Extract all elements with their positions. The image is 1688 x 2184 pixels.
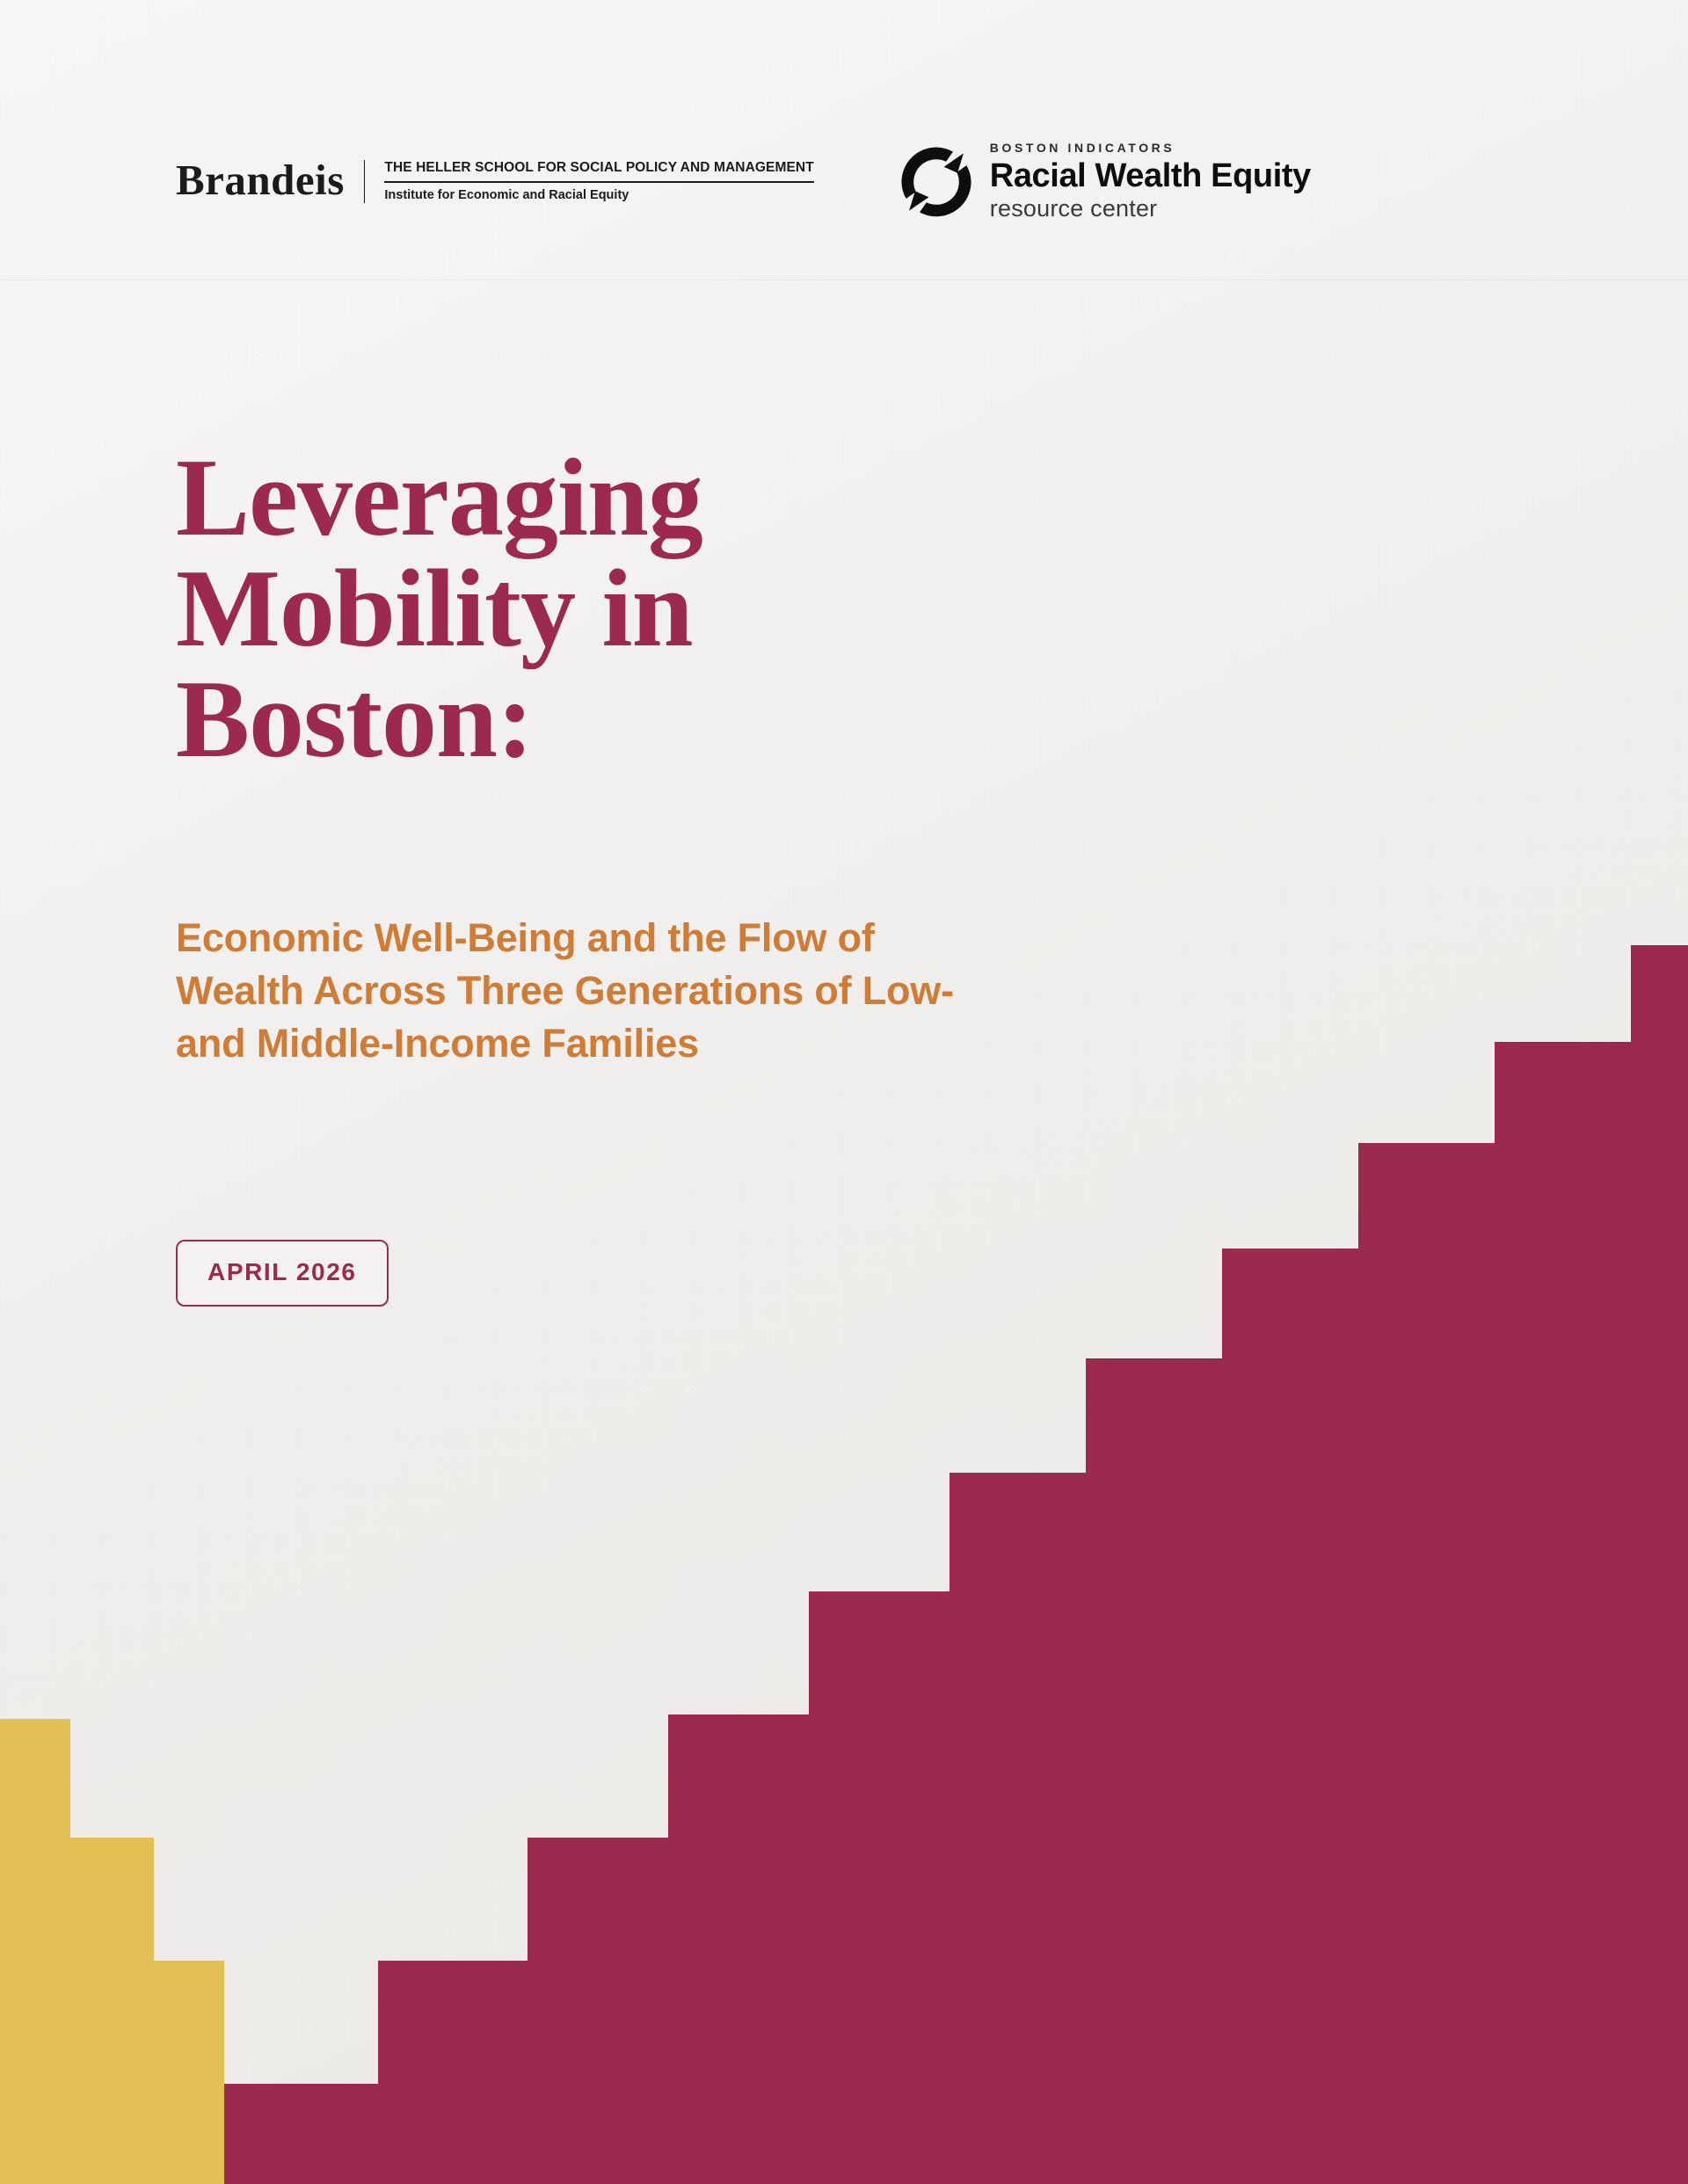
heller-school-line: THE HELLER SCHOOL FOR SOCIAL POLICY AND MANAGEMENT — [384, 159, 814, 175]
brandeis-logo — [176, 158, 814, 205]
brandeis-wordmark: Brandeis — [176, 156, 345, 204]
heller-institute-line: Institute for Economic and Racial Equity — [384, 187, 629, 202]
rwerc-text-block — [990, 141, 1311, 222]
page-subtitle: Economic Well-Being and the Flow of Wealth Across Three Generations of Low- and Middle-Income Families — [176, 915, 954, 1067]
publication-date-badge: APRIL 2026 — [176, 1240, 389, 1307]
rwerc-eyebrow: BOSTON INDICATORS — [989, 141, 1175, 155]
rwerc-subtitle: resource center — [989, 195, 1158, 222]
heller-school-text — [384, 158, 813, 205]
rwerc-title: Racial Wealth Equity — [989, 157, 1311, 194]
racial-wealth-equity-logo — [899, 141, 1311, 222]
rwerc-circle-mark-icon — [899, 144, 974, 220]
logo-divider — [364, 160, 366, 203]
heller-rule — [384, 181, 813, 182]
page-title: Leveraging Mobility in Boston: — [176, 437, 702, 782]
logo-bar — [176, 141, 1311, 222]
